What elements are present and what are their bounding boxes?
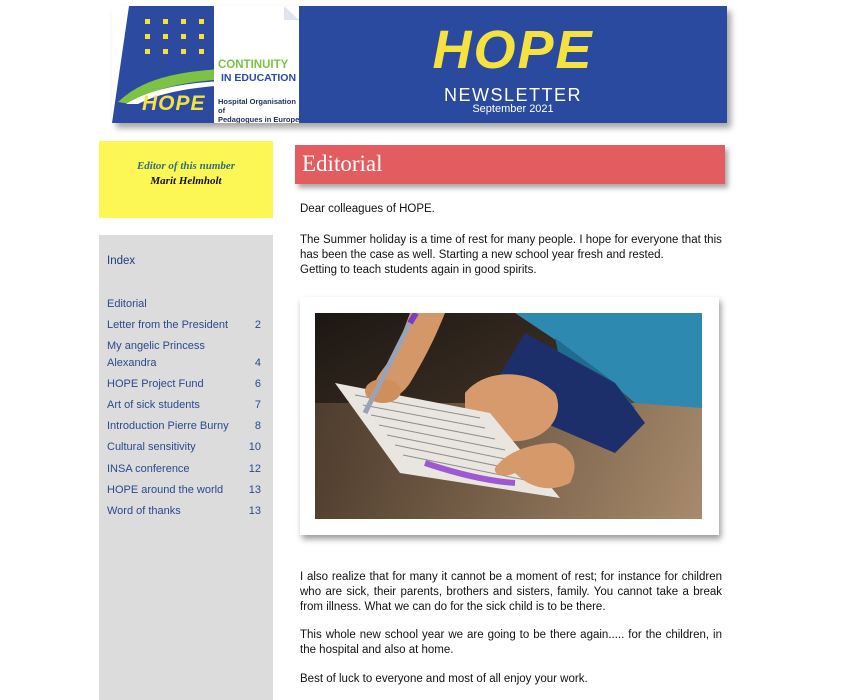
editor-label: Editor of this number [136,160,236,172]
index-item-page: 4 [254,357,261,369]
index-item-label: HOPE Project Fund [107,378,204,390]
index-item-label: Editorial [107,298,147,310]
index-item-page: 2 [254,319,261,331]
logo-organisation [218,97,299,123]
index-item-project-fund[interactable] [107,376,267,393]
editorial-heading-bar [295,145,725,184]
editor-name: Marit Helmholt [150,175,222,187]
hope-logo [112,6,299,123]
banner-subtitle: NEWSLETTER [443,85,582,105]
index-item-label: Word of thanks [107,505,181,517]
photo-frame [300,297,719,535]
logo-continuity: CONTINUITY [218,59,289,71]
index-item-label: INSA conference [107,463,190,475]
index-item-page: 13 [248,505,261,517]
banner-title-area [299,6,727,123]
child-writing-illustration [315,313,702,519]
newsletter-banner [112,6,727,123]
child-writing-photo [315,313,702,519]
index-item-editorial[interactable] [107,296,267,313]
paragraph-there-again: This whole new school year we are going to be there again..... for the children, in the hospital and also at home. [300,629,722,656]
index-title: Index [107,255,136,267]
index-item-page: 12 [248,463,261,475]
editor-box [99,141,273,218]
index-item-word-of-thanks[interactable] [107,503,267,520]
index-item-page: 13 [248,484,261,496]
index-item-hope-around-world[interactable] [107,482,267,499]
index-item-alexandra[interactable] [107,355,267,372]
index-item-page: 10 [248,441,261,453]
intro-paragraph [300,233,722,278]
index-panel [99,235,273,700]
index-item-label: HOPE around the world [107,484,224,496]
index-item-letter-president[interactable] [107,317,267,334]
logo-stars [145,19,205,54]
index-item-label: Art of sick students [107,399,200,411]
index-item-label: Introduction Pierre Burny [107,420,229,432]
logo-hope-text: HOPE [142,92,206,115]
index-item-label: My angelic Princess [107,340,205,352]
banner-date: September 2021 [472,103,554,115]
intro-line-2: has been the case as well. Starting a new school year fresh and rested. [300,249,664,261]
banner-title: HOPE [432,20,594,80]
index-item-page: 6 [254,378,261,390]
index-item-page: 7 [254,399,261,411]
org-line-2: Pedagogues in Europe [218,115,299,123]
greeting: Dear colleagues of HOPE. [300,203,435,215]
index-item-label: Letter from the President [107,319,229,331]
index-item-insa-conference[interactable] [107,461,267,478]
index-item-label: Cultural sensitivity [107,441,196,453]
org-line-1: Hospital Organisation of [218,97,296,115]
intro-line-3: Getting to teach students again in good spirits. [300,264,537,276]
index-item-art-sick-students[interactable] [107,397,267,414]
closing-line: Best of luck to everyone and most of all enjoy your work. [300,673,588,685]
index-item-pierre-burny[interactable] [107,418,267,435]
intro-line-1: The Summer holiday is a time of rest for many people. I hope for everyone that this [300,234,722,246]
index-item-page: 8 [254,420,261,432]
index-item-label: Alexandra [107,357,157,369]
editorial-heading: Editorial [302,151,383,176]
index-item-cultural-sensitivity[interactable] [107,439,267,456]
index-item-angelic-princess[interactable] [107,338,267,355]
logo-in-education: IN EDUCATION [221,72,297,84]
paragraph-rest: I also realize that for many it cannot be a moment of rest; for instance for children who are sick, their parents, brothers and sisters, family. You cannot take a break from illness. What we can do for the sick child is to be there. [300,571,722,613]
